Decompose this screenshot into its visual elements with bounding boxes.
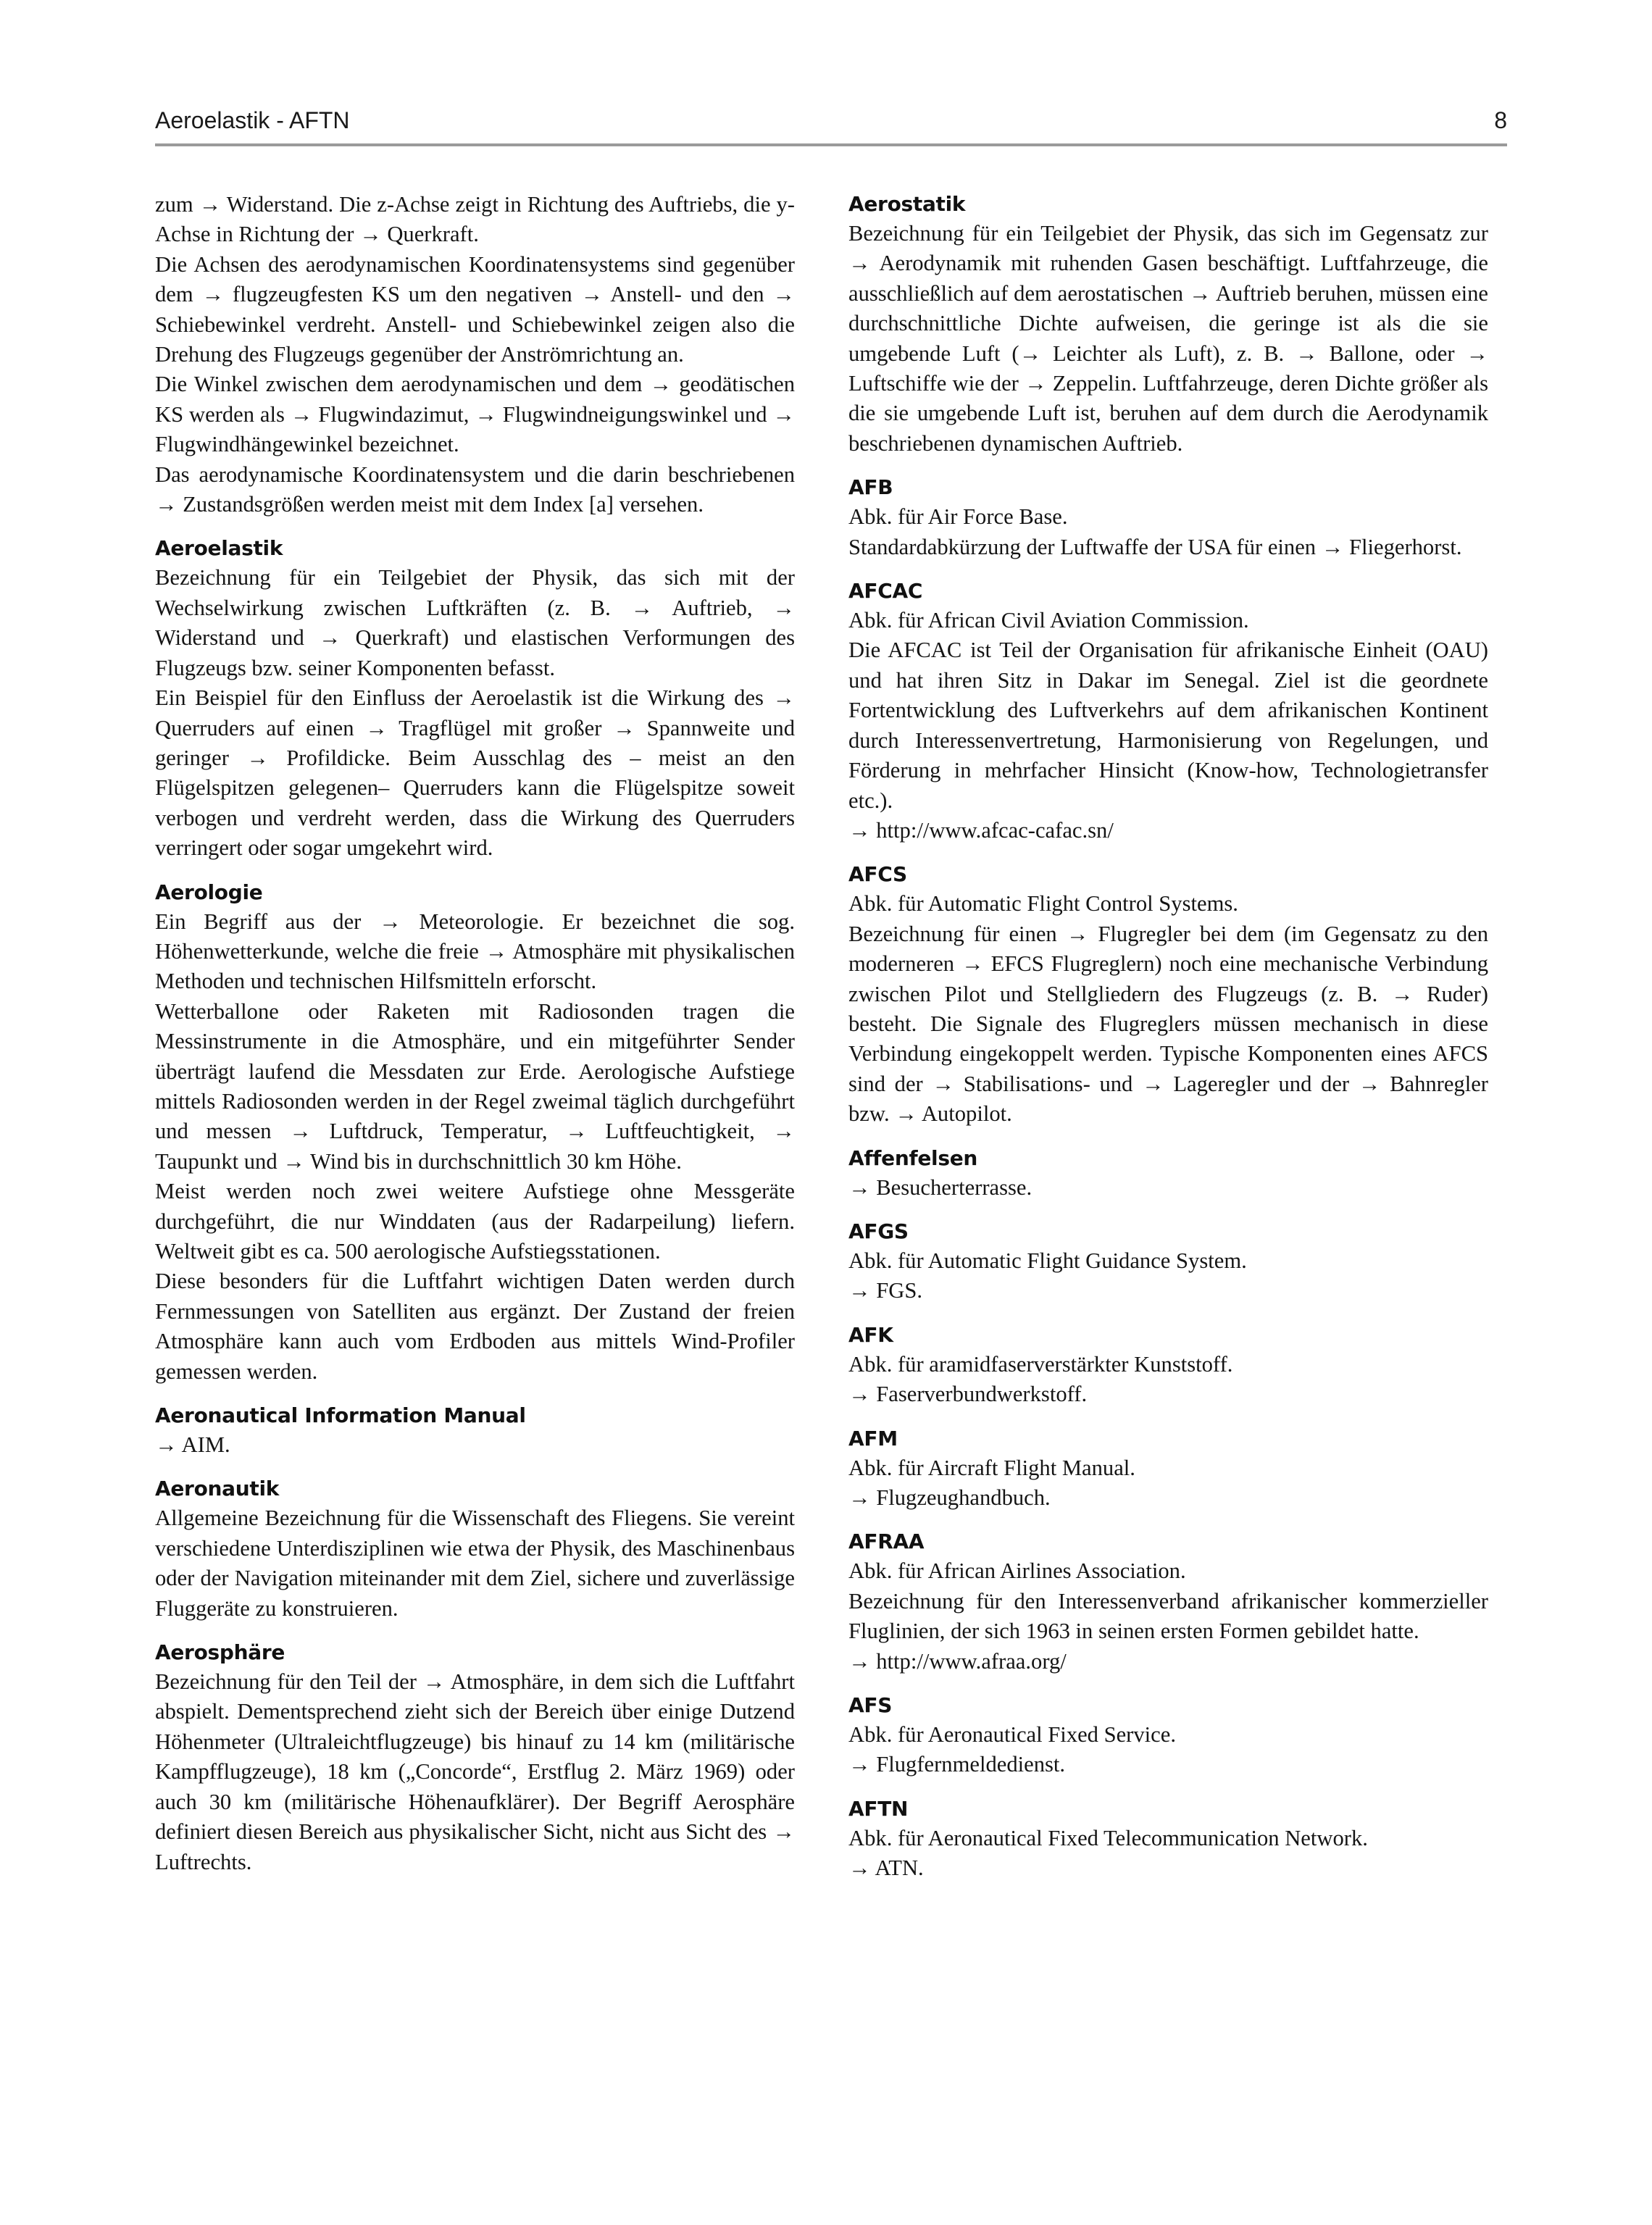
right-column (848, 190, 1488, 1884)
entry-paragraph: → Faserverbundwerkstoff. (848, 1382, 1088, 1407)
entry-afm (848, 1424, 1488, 1514)
entry-paragraph: → Flugfernmeldedienst. (848, 1752, 1066, 1777)
entry-paragraph: Abk. für Aeronautical Fixed Telecommunication Network. (848, 1825, 1368, 1850)
entry-paragraph: Bezeichnung für ein Teilgebiet der Physik, das sich im Gegensatz zur → Aerodynamik mit ruhenden Gasen beschäftigt. Luftfahrzeuge, die ausschließlich auf dem aerostatischen → Auftrieb beruhen, müssen eine durchschnittliche Dichte aufweisen, die geringe ist als die sie umgebende Luft (→ Leichter als Luft), z. B. → Ballone, oder → Luftschiffe wie der → Zeppelin. Luftfahrzeuge, deren Dichte größer als die sie umgebende Luft ist, beruhen auf dem durch die Aerodynamik beschriebenen dynamischen Auftrieb. (848, 221, 1488, 456)
entry-paragraph: Abk. für aramidfaserverstärkter Kunststoff. (848, 1351, 1233, 1377)
entry-paragraph: Bezeichnung für den Interessenverband afrikanischer kommerzieller Fluglinien, der sich 1963 in seinen ersten Formen gebildet hatte. (848, 1588, 1488, 1644)
headword: AFS (848, 1693, 893, 1718)
entry-paragraph: Abk. für Aeronautical Fixed Service. (848, 1722, 1176, 1748)
entry-paragraph: zum → Widerstand. Die z-Achse zeigt in Richtung des Auftriebs, die y-Achse in Richtung der → Querkraft. (155, 192, 795, 247)
entry-paragraph: → ATN. (848, 1855, 924, 1881)
entry-paragraph: Ein Beispiel für den Einfluss der Aeroelastik ist die Wirkung des → Querruders auf einen → Tragflügel mit großer → Spannweite und geringer → Profildicke. Beim Ausschlag des – meist an den Flügelspitzen gelegenen– Querruders kann die Flügelspitze soweit verbogen und verdreht werden, dass die Wirkung des Querruders verringert oder sogar umgekehrt wird. (155, 685, 795, 861)
entry-paragraph: Abk. für African Civil Aviation Commission. (848, 608, 1249, 633)
entry-afs (848, 1691, 1488, 1780)
entry-paragraph: → Besucherterrasse. (848, 1174, 1032, 1200)
entry-paragraph: Wetterballone oder Raketen mit Radiosonden tragen die Messinstrumente in die Atmosphäre, und ein mitgeführter Sender überträgt laufend die Messdaten zur Erde. Aerologische Aufstiege mittels Radiosonden werden in der Regel zweimal täglich durchgeführt und messen → Luftdruck, Temperatur, → Luftfeuchtigkeit, → Taupunkt und → Wind bis in durchschnittlich 30 km Höhe. (155, 998, 795, 1174)
entry-afcs (848, 860, 1488, 1129)
headword: AFRAA (848, 1529, 925, 1554)
entry-paragraph: Das aerodynamische Koordinatensystem und die darin beschriebenen → Zustandsgrößen werden meist mit dem Index [a] versehen. (155, 462, 795, 517)
entry-paragraph: Bezeichnung für einen → Flugregler bei dem (im Gegensatz zu den moderneren → EFCS Flugreglern) noch eine mechanische Verbindung zwischen Pilot und Stellgliedern des Flugzeugs (z. B. → Ruder) besteht. Die Signale des Flugreglers müssen mechanisch in diese Verbindung eingekoppelt werden. Typische Komponenten eines AFCS sind der → Stabilisations- und → Lageregler und der → Bahnregler bzw. → Autopilot. (848, 921, 1488, 1127)
entry-paragraph: Die AFCAC ist Teil der Organisation für afrikanische Einheit (OAU) und hat ihren Sitz in Dakar im Senegal. Ziel ist die geordnete Fortentwicklung des Luftverkehrs auf dem afrikanischen Kontinent durch Interessenvertretung, Harmonisierung von Regelungen, und Förderung in mehrfacher Hinsicht (Know-how, Technologietransfer etc.). (848, 638, 1488, 813)
entry-aeronautical-information-manual (155, 1401, 795, 1460)
headword: AFTN (848, 1796, 909, 1821)
entry-aeronautik (155, 1474, 795, 1624)
entry-afgs (848, 1217, 1488, 1306)
entry-paragraph: Diese besonders für die Luftfahrt wichtigen Daten werden durch Fernmessungen von Satelliten aus ergänzt. Der Zustand der freien Atmosphäre kann auch vom Erdboden aus mittels Wind-Profiler gemessen werden. (155, 1269, 795, 1384)
entry-paragraph: → AIM. (155, 1432, 230, 1458)
entry-affenfelsen (848, 1144, 1488, 1203)
header-rule (155, 143, 1507, 146)
entry-paragraph: Die Achsen des aerodynamischen Koordinatensystems sind gegenüber dem → flugzeugfesten KS um den negativen → Anstell- und den → Schiebewinkel verdreht. Anstell- und Schiebewinkel zeigen also die Drehung des Flugzeugs gegenüber der Anströmrichtung an. (155, 251, 795, 367)
headword: AFK (848, 1322, 893, 1347)
entry-continuation (155, 190, 795, 519)
running-head: Aeroelastik - AFTN (155, 107, 350, 133)
entry-paragraph: → FGS. (848, 1278, 923, 1303)
entry-paragraph: Allgemeine Bezeichnung für die Wissenschaft des Fliegens. Sie vereint verschiedene Unterdisziplinen wie etwa der Physik, des Maschinenbaus oder der Navigation miteinander mit dem Ziel, sichere und zuverlässige Fluggeräte zu konstruieren. (155, 1506, 795, 1621)
entry-paragraph: → Flugzeughandbuch. (848, 1485, 1051, 1510)
entry-paragraph: Ein Begriff aus der → Meteorologie. Er bezeichnet die sog. Höhenwetterkunde, welche die freie → Atmosphäre mit physikalischen Methoden und technischen Hilfsmitteln erforscht. (155, 909, 795, 994)
headword: AFB (848, 475, 893, 500)
entry-paragraph: Abk. für African Airlines Association. (848, 1558, 1186, 1584)
headword: Aeronautical Information Manual (155, 1403, 526, 1428)
entry-aerologie (155, 878, 795, 1387)
entry-afb (848, 473, 1488, 562)
headword: Aerosphäre (155, 1640, 285, 1665)
entry-paragraph: Abk. für Automatic Flight Guidance System. (848, 1248, 1247, 1273)
entry-aftn (848, 1795, 1488, 1884)
entry-paragraph: → http://www.afcac-cafac.sn/ (848, 817, 1114, 843)
headword: AFCAC (848, 579, 923, 604)
entry-paragraph: Abk. für Aircraft Flight Manual. (848, 1455, 1135, 1480)
headword: Aerostatik (848, 192, 966, 216)
entry-paragraph: → http://www.afraa.org/ (848, 1648, 1067, 1674)
entry-aerosphaere (155, 1638, 795, 1877)
headword: AFM (848, 1426, 898, 1450)
entry-paragraph: Meist werden noch zwei weitere Aufstiege ohne Messgeräte durchgeführt, die nur Winddaten (aus der Radarpeilung) liefern. Weltweit gibt es ca. 500 aerologische Aufstiegsstationen. (155, 1179, 795, 1264)
entry-afk (848, 1321, 1488, 1410)
headword: Aeroelastik (155, 536, 283, 561)
headword: Affenfelsen (848, 1145, 978, 1170)
entry-paragraph: Abk. für Air Force Base. (848, 504, 1068, 530)
entry-aeroelastik (155, 534, 795, 863)
page-number: 8 (1494, 107, 1507, 133)
page-header (155, 106, 1507, 138)
entry-afcac (848, 577, 1488, 846)
entry-paragraph: Bezeichnung für den Teil der → Atmosphäre, in dem sich die Luftfahrt abspielt. Dementsprechend zieht sich der Bereich über einige Dutzend Höhenmeter (Ultraleichtflugzeuge) bis hinauf zu 14 km (militärische Kampfflugzeuge), 18 km („Concorde“, Erstflug 2. März 1969) oder auch 30 km (militärische Höhenaufklärer). Der Begriff Aerosphäre definiert diesen Bereich aus physikalischer Sicht, nicht aus Sicht des → Luftrechts. (155, 1669, 795, 1874)
headword: AFGS (848, 1219, 909, 1243)
entry-paragraph: Bezeichnung für ein Teilgebiet der Physik, das sich mit der Wechselwirkung zwischen Luftkräften (z. B. → Auftrieb, → Widerstand und → Querkraft) und elastischen Verformungen des Flugzeugs bzw. seiner Komponenten befasst. (155, 565, 795, 680)
entry-paragraph: Abk. für Automatic Flight Control Systems. (848, 891, 1238, 917)
entry-paragraph: Standardabkürzung der Luftwaffe der USA für einen → Fliegerhorst. (848, 534, 1462, 559)
headword: Aerologie (155, 880, 263, 904)
entry-aerostatik (848, 190, 1488, 459)
left-column (155, 190, 795, 1877)
headword: AFCS (848, 862, 907, 887)
headword: Aeronautik (155, 1477, 280, 1501)
entry-afraa (848, 1527, 1488, 1677)
entry-paragraph: Die Winkel zwischen dem aerodynamischen und dem → geodätischen KS werden als → Flugwindazimut, → Flugwindneigungswinkel und → Flugwindhängewinkel bezeichnet. (155, 372, 795, 457)
